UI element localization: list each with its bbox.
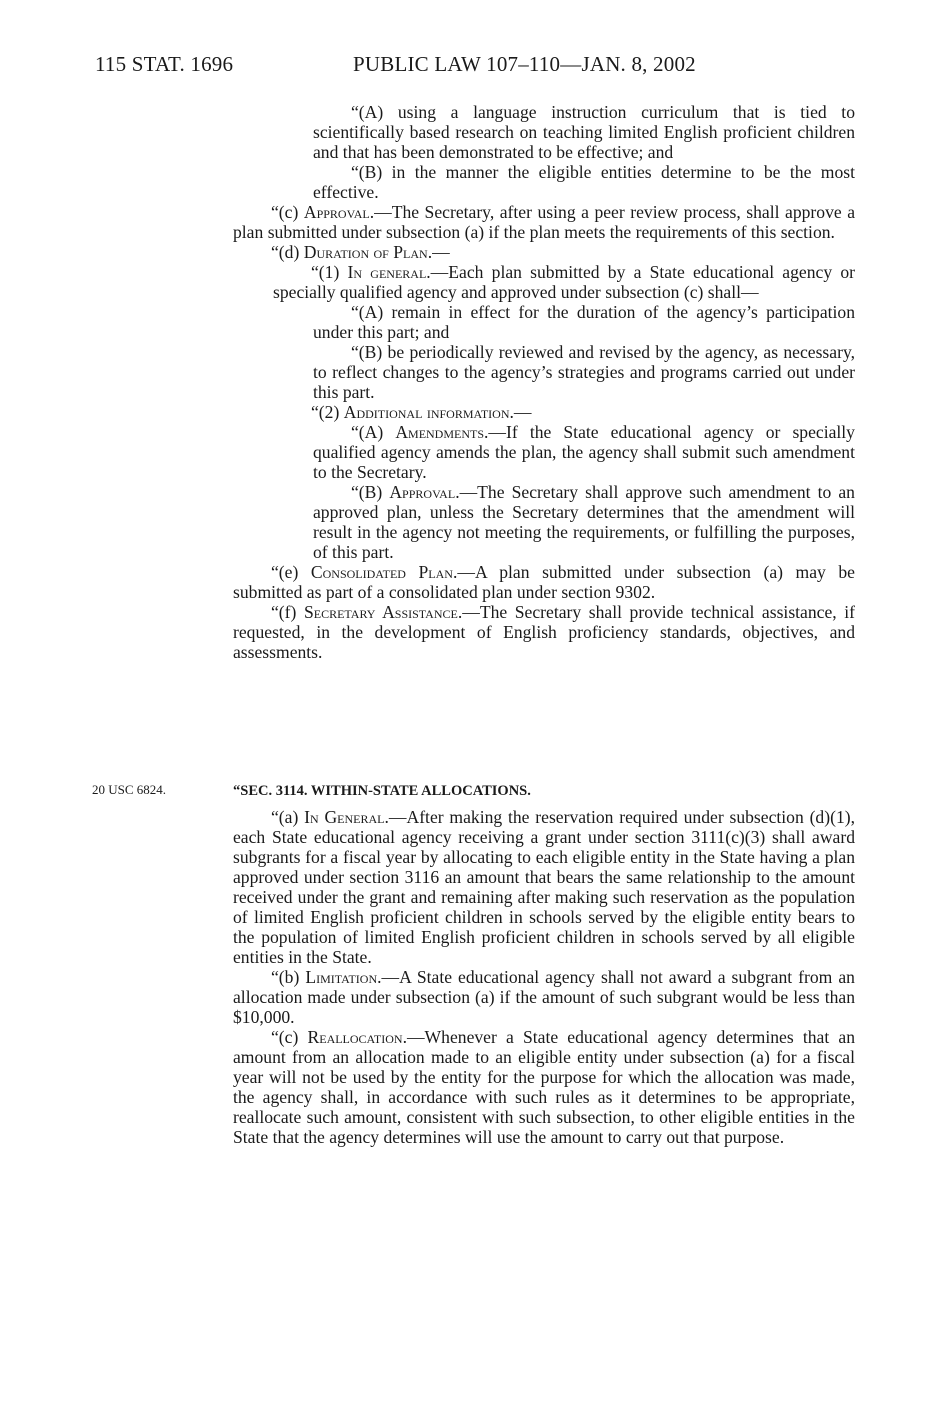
para-heading: In general xyxy=(347,262,427,282)
section-heading: “SEC. 3114. WITHIN-STATE ALLOCATIONS. xyxy=(233,783,531,799)
para-lead: “(d) xyxy=(271,242,304,262)
para-lead: “(c) xyxy=(271,1027,308,1047)
para-text: .—The Secretary shall provide technical assistance, if requested, in the development of English proficiency standards, objectives, and assessments. xyxy=(233,602,855,662)
para-heading: Duration of Plan xyxy=(303,242,428,262)
paragraph-3114-c xyxy=(233,1027,855,1147)
para-text: .—The Secretary, after using a peer review process, shall approve a plan submitted under subsection (a) if the plan meets the requirements of this section. xyxy=(233,202,856,242)
usc-side-note: 20 USC 6824. xyxy=(92,782,167,797)
paragraph-c-approval xyxy=(233,202,855,242)
para-lead: “(A) xyxy=(351,422,396,442)
para-lead: “(c) xyxy=(271,202,304,222)
para-text: .—Each plan submitted by a State educational agency or specially qualified agency and approved under subsection (c) shall— xyxy=(273,262,855,302)
page-header xyxy=(95,52,855,82)
para-text: .—After making the reservation required under subsection (d)(1), each State educational agency receiving a grant under section 3111(c)(3) shall award subgrants for a fiscal year by allocating to each eligible entity in the State having a plan approved under section 3116 an amount that bears the same relationship to the amount received under the grant and remaining after making such reservation as the population of limited English proficient children in schools served by the eligible entity bears to the population of limited English proficient children in schools served by all eligible entities in the State. xyxy=(233,807,855,967)
plan-section-body xyxy=(233,102,855,662)
paragraph-a-A: “(A) using a language instruction curriculum that is tied to scientifically based research on teaching limited English proficient children and that has been demonstrated to be effective; and xyxy=(313,102,855,162)
para-text: .—Whenever a State educational agency determines that an amount from an allocation made to an eligible entity under subsection (a) for a fiscal year will not be used by the entity for the purpose for which the allocation was made, the agency shall, in accordance with such rules as it determines to be appropriate, reallocate such amount, consistent with such subsection, to other eligible entities in the State that the agency determines will use the amount to carry out that purpose. xyxy=(233,1027,855,1147)
paragraph-d1-A: “(A) remain in effect for the duration of the agency’s participation under this part; and xyxy=(313,302,855,342)
para-heading: Amendments xyxy=(395,422,485,442)
paragraph-f-assistance xyxy=(233,602,855,662)
para-lead: “(b) xyxy=(271,967,306,987)
para-heading: Additional information xyxy=(343,402,510,422)
paragraph-3114-b xyxy=(233,967,855,1027)
para-heading: Limitation xyxy=(305,967,378,987)
para-lead: “(a) xyxy=(271,807,305,827)
section-3114-body xyxy=(233,781,855,1147)
paragraph-d2-additional-info xyxy=(233,402,855,422)
para-lead: “(2) xyxy=(311,402,344,422)
paragraph-d-duration xyxy=(233,242,855,262)
para-text: .—A plan submitted under subsection (a) may be submitted as part of a consolidated plan under section 9302. xyxy=(233,562,855,602)
para-lead: “(1) xyxy=(311,262,348,282)
para-heading: Reallocation xyxy=(307,1027,403,1047)
para-heading: Approval xyxy=(303,202,370,222)
para-text: .— xyxy=(509,402,532,422)
stat-page-number: 115 STAT. 1696 xyxy=(95,52,234,76)
para-lead: “(B) xyxy=(351,482,390,502)
para-lead: “(f) xyxy=(271,602,304,622)
paragraph-3114-a xyxy=(233,807,855,967)
para-heading: Consolidated Plan xyxy=(310,562,453,582)
para-lead: “(e) xyxy=(271,562,311,582)
para-text: .—If the State educational agency or specially qualified agency amends the plan, the agency shall submit such amendment to the Secretary. xyxy=(313,422,855,482)
public-law-title: PUBLIC LAW 107–110—JAN. 8, 2002 xyxy=(353,52,696,76)
para-text: .—The Secretary shall approve such amendment to an approved plan, unless the Secretary determines that the amendment will result in the agency not meeting the requirements, or fulfilling the purposes, of this part. xyxy=(313,482,855,562)
para-text: .— xyxy=(427,242,450,262)
paragraph-e-consolidated xyxy=(233,562,855,602)
paragraph-d2-A-amendments xyxy=(233,422,855,482)
para-heading: Secretary Assistance xyxy=(303,602,458,622)
para-text: .—A State educational agency shall not award a subgrant from an allocation made under subsection (a) if the amount of such subgrant would be less than $10,000. xyxy=(233,967,855,1027)
paragraph-d2-B-approval xyxy=(233,482,855,562)
paragraph-d1-general xyxy=(233,262,855,302)
para-heading: In General xyxy=(304,807,385,827)
paragraph-d1-B: “(B) be periodically reviewed and revised by the agency, as necessary, to reflect changes to the agency’s strategies and programs carried out under this part. xyxy=(313,342,855,402)
paragraph-a-B: “(B) in the manner the eligible entities determine to be the most effective. xyxy=(313,162,855,202)
para-heading: Approval xyxy=(389,482,456,502)
